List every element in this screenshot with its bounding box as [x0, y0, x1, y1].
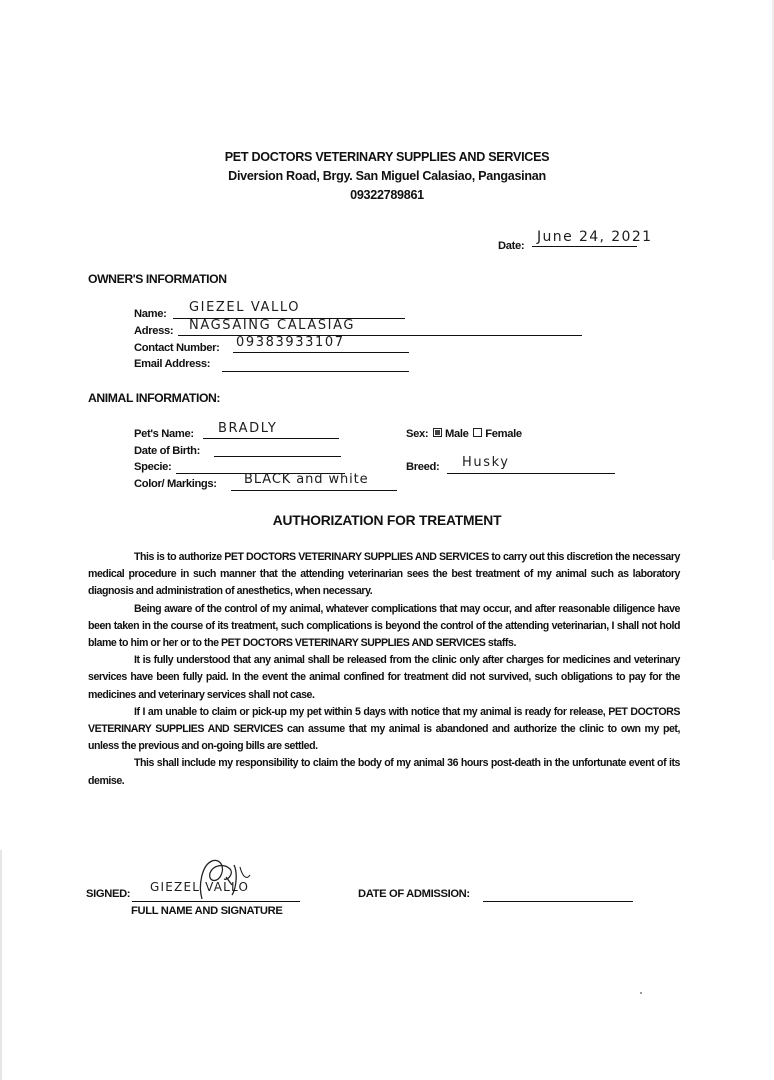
color-value: BLACK and white [244, 472, 369, 487]
authorization-body [88, 549, 680, 790]
pet-name-value: BRADLY [218, 421, 278, 436]
signature-caption: FULL NAME AND SIGNATURE [131, 905, 283, 917]
business-address: Diversion Road, Brgy. San Miguel Calasiao, Pangasinan [228, 169, 546, 183]
signed-name-value: GIEZEL VALLO [150, 880, 250, 894]
dob-line [214, 441, 341, 457]
business-phone: 09322789861 [350, 188, 424, 202]
letterhead [0, 148, 774, 205]
authorization-paragraph: This is to authorize PET DOCTORS VETERINARY SUPPLIES AND SERVICES to carry out this discretion the necessary medical procedure in such manner that the attending veterinarian sees the best treatment of my animal such as laboratory diagnosis and administration of anesthetics, when necessary. [88, 551, 680, 598]
scan-speck [640, 992, 642, 994]
owner-name-value: GIEZEL VALLO [189, 300, 301, 315]
signed-label: SIGNED: [86, 888, 131, 900]
business-name: PET DOCTORS VETERINARY SUPPLIES AND SERVICES [224, 150, 550, 164]
authorization-paragraph: It is fully understood that any animal shall be released from the clinic only after charges for medicines and veterinary services have been fully paid. In the event the animal confined for treatment did not survived, such obligations to pay for the medicines and veterinary services shall not case. [88, 654, 680, 701]
date-label: Date: [498, 240, 525, 252]
owner-address-value: NAGSAING CALASIAG [189, 318, 356, 333]
authorization-paragraph: If I am unable to claim or pick-up my pet within 5 days with notice that my animal is ready for release, PET DOCTORS VETERINARY SUPPLIES AND SERVICES can assume that my animal is abandoned and authorize the clinic to own my pet, unless the previous and on-going bills are settled. [88, 705, 680, 753]
owner-contact-label: Contact Number: [134, 342, 220, 354]
breed-value: Husky [462, 455, 510, 470]
authorization-title: AUTHORIZATION FOR TREATMENT [272, 513, 502, 528]
color-label: Color/ Markings: [134, 478, 217, 490]
owner-name-label: Name: [134, 308, 167, 320]
date-value: June 24, 2021 [537, 229, 653, 245]
sex-male-label: Male [445, 428, 469, 440]
pet-name-label: Pet's Name: [134, 428, 194, 440]
authorization-paragraph: Being aware of the control of my animal, whatever complications that may occur, and after reasonable diligence have been taken in the course of its treatment, such complications is beyond the control of the attending veterinarian, I shall not hold blame to him or her or to the PET DOCTORS VETERINARY SUPPLIES AND SERVICES staffs. [88, 602, 680, 650]
specie-label: Specie: [134, 461, 172, 473]
owner-section-title: OWNER'S INFORMATION [88, 272, 227, 286]
signature-scrawl [180, 855, 290, 905]
owner-address-label: Adress: [134, 325, 174, 337]
scan-edge-left [0, 850, 2, 1080]
sex-male-checkbox[interactable] [433, 428, 442, 437]
owner-email-line [222, 356, 409, 372]
dob-label: Date of Birth: [134, 445, 200, 457]
sex-field [406, 428, 522, 440]
sex-female-label: Female [485, 428, 522, 440]
sex-label: Sex: [406, 428, 429, 440]
owner-email-label: Email Address: [134, 358, 211, 370]
breed-label: Breed: [406, 461, 440, 473]
sex-female-checkbox[interactable] [473, 428, 482, 437]
admission-label: DATE OF ADMISSION: [358, 888, 470, 900]
admission-line [483, 886, 633, 902]
owner-contact-value: 09383933107 [236, 335, 345, 350]
authorization-paragraph: This shall include my responsibility to claim the body of my animal 36 hours post-death in the unfortunate event of its demise. [88, 757, 680, 787]
animal-section-title: ANIMAL INFORMATION: [88, 391, 221, 405]
